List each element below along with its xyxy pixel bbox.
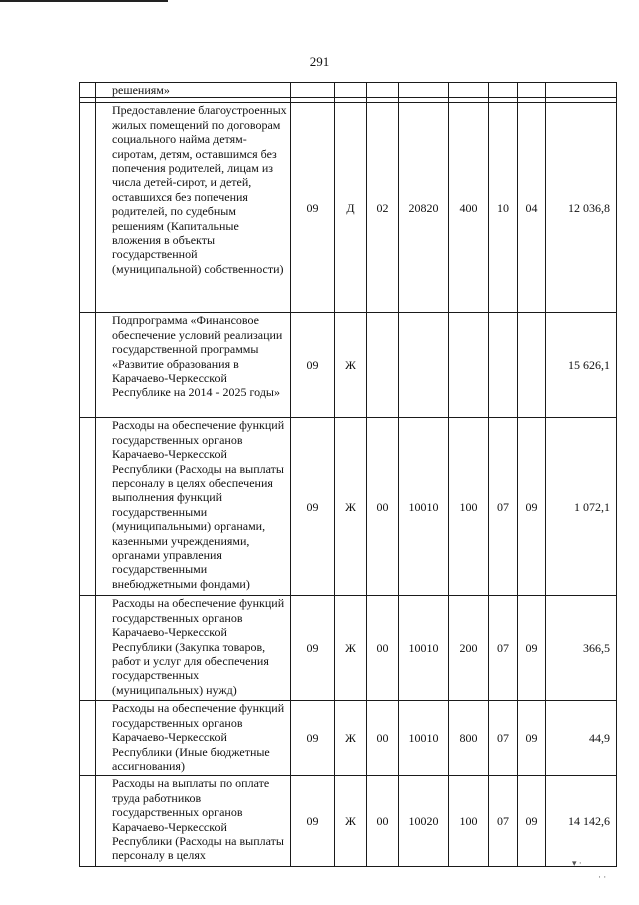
- row-name: Расходы на обеспечение функций государственных органов Карачаево-Черкесской Республики (Расходы на выплаты персоналу в целях обеспечения выполнения функций государственными (муниципальными) органами, казенными учреждениями, органами управления государственными внебюджетными фондами): [96, 418, 291, 596]
- cell-event: 00: [367, 776, 399, 867]
- cell-program: 09: [291, 103, 335, 313]
- cell-subsection: 09: [518, 776, 546, 867]
- cell-amount: [546, 83, 617, 98]
- cell-program: 09: [291, 313, 335, 418]
- cell-direction: 10010: [399, 418, 449, 596]
- cell-subprogram: Ж: [335, 596, 367, 701]
- index-cell: [80, 83, 96, 98]
- cell-amount: 366,5: [546, 596, 617, 701]
- row-name: Расходы на обеспечение функций государственных органов Карачаево-Черкесской Республики (Закупка товаров, работ и услуг для обеспечения государственных (муниципальных) нужд): [96, 596, 291, 701]
- cell-event: 02: [367, 103, 399, 313]
- cell-direction: [399, 83, 449, 98]
- cell-subprogram: [335, 83, 367, 98]
- row-name: Расходы на выплаты по оплате труда работников государственных органов Карачаево-Черкесской Республики (Расходы на выплаты персоналу в целях: [96, 776, 291, 867]
- cell-subprogram: Ж: [335, 701, 367, 776]
- cell-expense-type: [449, 313, 489, 418]
- cell-section: 10: [489, 103, 518, 313]
- table-row: [80, 418, 617, 596]
- cell-subprogram: Д: [335, 103, 367, 313]
- scan-noise-mark: · ·: [598, 872, 607, 882]
- cell-subsection: 09: [518, 418, 546, 596]
- budget-table-body: [80, 83, 617, 867]
- page-number: 291: [309, 54, 330, 69]
- cell-amount: 14 142,6: [546, 776, 617, 867]
- scan-edge-line: [0, 0, 168, 2]
- cell-expense-type: 100: [449, 776, 489, 867]
- cell-event: 00: [367, 418, 399, 596]
- cell-expense-type: 200: [449, 596, 489, 701]
- cell-section: [489, 313, 518, 418]
- cell-event: [367, 313, 399, 418]
- budget-table: [79, 82, 617, 867]
- table-row: [80, 103, 617, 313]
- row-name: решениям»: [96, 83, 291, 98]
- index-cell: [80, 596, 96, 701]
- cell-subprogram: Ж: [335, 313, 367, 418]
- cell-subsection: 04: [518, 103, 546, 313]
- cell-program: 09: [291, 596, 335, 701]
- cell-event: 00: [367, 701, 399, 776]
- cell-amount: 12 036,8: [546, 103, 617, 313]
- cell-direction: [399, 313, 449, 418]
- cell-subsection: 09: [518, 701, 546, 776]
- index-cell: [80, 313, 96, 418]
- table-row: [80, 313, 617, 418]
- cell-program: [291, 83, 335, 98]
- cell-expense-type: 100: [449, 418, 489, 596]
- cell-program: 09: [291, 418, 335, 596]
- row-name: Предоставление благоустроенных жилых помещений по договорам социального найма детям-сиротам, детям, оставшимся без попечения родителей, лицам из числа детей-сирот, и детей, оставшихся без попечения родителей, по судебным решениям (Капитальные вложения в объекты государственной (муниципальной) собственности): [96, 103, 291, 313]
- row-name: Расходы на обеспечение функций государственных органов Карачаево-Черкесской Республики (Иные бюджетные ассигнования): [96, 701, 291, 776]
- cell-direction: 10010: [399, 701, 449, 776]
- cell-direction: 10010: [399, 596, 449, 701]
- cell-expense-type: 800: [449, 701, 489, 776]
- cell-program: 09: [291, 776, 335, 867]
- index-cell: [80, 103, 96, 313]
- cell-section: 07: [489, 776, 518, 867]
- table-row: [80, 83, 617, 98]
- cell-subprogram: Ж: [335, 776, 367, 867]
- cell-program: 09: [291, 701, 335, 776]
- cell-section: [489, 83, 518, 98]
- cell-subsection: [518, 313, 546, 418]
- cell-amount: 1 072,1: [546, 418, 617, 596]
- index-cell: [80, 418, 96, 596]
- scan-noise-mark: ▾ ·: [572, 858, 582, 868]
- cell-expense-type: [449, 83, 489, 98]
- cell-subsection: 09: [518, 596, 546, 701]
- cell-section: 07: [489, 701, 518, 776]
- cell-event: [367, 83, 399, 98]
- cell-section: 07: [489, 418, 518, 596]
- cell-direction: 20820: [399, 103, 449, 313]
- cell-subprogram: Ж: [335, 418, 367, 596]
- cell-section: 07: [489, 596, 518, 701]
- table-row: [80, 596, 617, 701]
- cell-amount: 44,9: [546, 701, 617, 776]
- cell-expense-type: 400: [449, 103, 489, 313]
- cell-event: 00: [367, 596, 399, 701]
- table-row: [80, 776, 617, 867]
- index-cell: [80, 776, 96, 867]
- cell-amount: 15 626,1: [546, 313, 617, 418]
- cell-direction: 10020: [399, 776, 449, 867]
- index-cell: [80, 701, 96, 776]
- table-row: [80, 701, 617, 776]
- row-name: Подпрограмма «Финансовое обеспечение условий реализации государственной программы «Развитие образования в Карачаево-Черкесской Республике на 2014 - 2025 годы»: [96, 313, 291, 418]
- cell-subsection: [518, 83, 546, 98]
